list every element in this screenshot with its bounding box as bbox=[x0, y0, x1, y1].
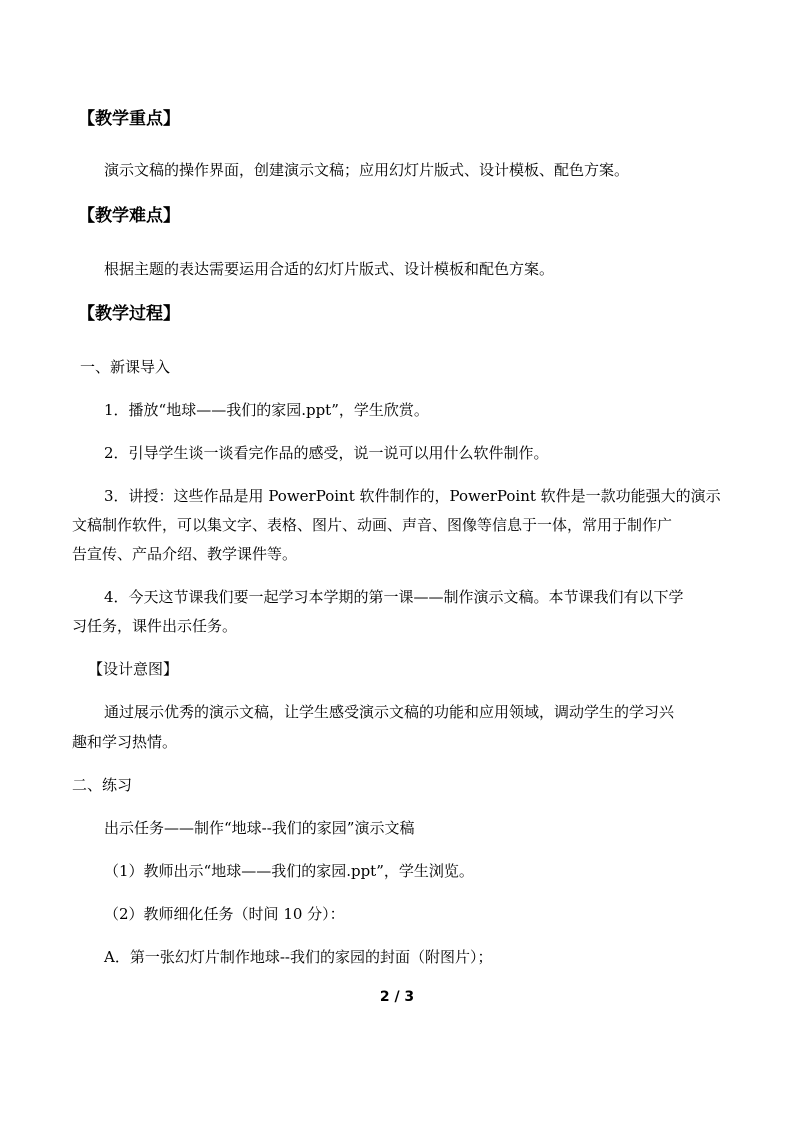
design-intent-label: 【设计意图】 bbox=[88, 660, 179, 678]
section2-step1: （1）教师出示“地球——我们的家园.ppt”，学生浏览。 bbox=[104, 862, 474, 880]
section1-item1: 1．播放“地球——我们的家园.ppt”，学生欣赏。 bbox=[104, 401, 429, 419]
section1-title: 一、新课导入 bbox=[80, 358, 171, 376]
key-points-text: 演示文稿的操作界面，创建演示文稿；应用幻灯片版式、设计模板、配色方案。 bbox=[104, 161, 630, 179]
section2-step2: （2）教师细化任务（时间 10 分）： bbox=[104, 905, 345, 923]
page-number: 2 / 3 bbox=[379, 989, 415, 1005]
design-intent-line1: 通过展示优秀的演示文稿，让学生感受演示文稿的功能和应用领域，调动学生的学习兴 bbox=[104, 703, 675, 721]
heading-key-points: 【教学重点】 bbox=[78, 109, 180, 129]
section1-item3-line1: 3．讲授：这些作品是用 PowerPoint 软件制作的，PowerPoint 软件是一款功能强大的演示 bbox=[104, 487, 721, 505]
section2-title: 二、练习 bbox=[72, 776, 133, 794]
heading-process: 【教学过程】 bbox=[78, 304, 180, 324]
section2-task: 出示任务——制作“地球--我们的家园”演示文稿 bbox=[104, 819, 415, 837]
section1-item3-line3: 告宣传、产品介绍、教学课件等。 bbox=[72, 545, 298, 563]
section1-item2: 2．引导学生谈一谈看完作品的感受，说一说可以用什么软件制作。 bbox=[104, 444, 549, 462]
section1-item4-line1: 4．今天这节课我们要一起学习本学期的第一课——制作演示文稿。本节课我们有以下学 bbox=[104, 588, 684, 606]
heading-difficulties: 【教学难点】 bbox=[78, 206, 180, 226]
section2-stepA: A．第一张幻灯片制作地球--我们的家园的封面（附图片）； bbox=[104, 948, 493, 966]
difficulties-text: 根据主题的表达需要运用合适的幻灯片版式、设计模板和配色方案。 bbox=[104, 260, 555, 278]
section1-item3-line2: 文稿制作软件，可以集文字、表格、图片、动画、声音、图像等信息于一体，常用于制作广 bbox=[72, 516, 673, 534]
design-intent-line2: 趣和学习热情。 bbox=[72, 733, 178, 751]
section1-item4-line2: 习任务，课件出示任务。 bbox=[72, 617, 238, 635]
